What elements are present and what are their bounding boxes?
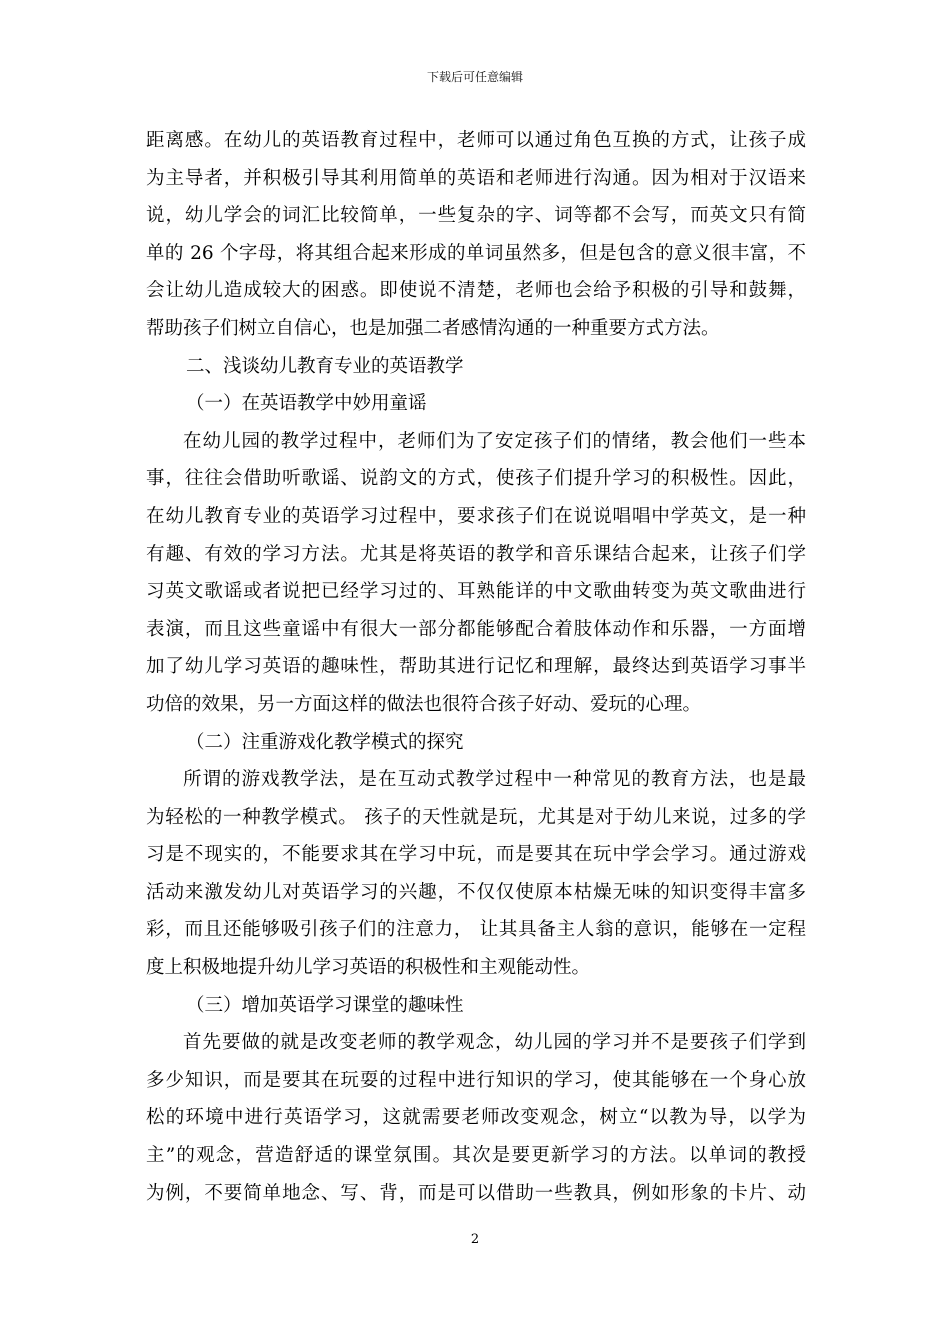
text-line: 首先要做的就是改变老师的教学观念，幼儿园的学习并不是要孩子们学到	[183, 1032, 806, 1054]
text-line: 所谓的游戏教学法，是在互动式教学过程中一种常见的教育方法，也是最	[183, 769, 806, 791]
text-line: 习英文歌谣或者说把已经学习过的、耳熟能详的中文歌曲转变为英文歌曲进行	[146, 581, 806, 603]
paragraph	[146, 1024, 806, 1212]
paragraph	[146, 423, 806, 724]
page-header: 下载后可任意编辑	[426, 70, 523, 84]
section-heading	[146, 724, 806, 762]
page-number: 2	[470, 1232, 480, 1247]
text-line: 活动来激发幼儿对英语学习的兴趣，不仅仅使原本枯燥无味的知识变得丰富多	[146, 881, 806, 903]
text-line: 习是不现实的，不能要求其在学习中玩，而是要其在玩中学会学习。通过游戏	[146, 844, 806, 866]
heading-line: 二、浅谈幼儿教育专业的英语教学	[186, 355, 464, 377]
text-line: 功倍的效果，另一方面这样的做法也很符合孩子好动、爱玩的心理。	[146, 693, 702, 715]
text-line: 度上积极地提升幼儿学习英语的积极性和主观能动性。	[146, 957, 591, 979]
text-line: 表演，而且这些童谣中有很大一部分都能够配合着肢体动作和乐器，一方面增	[146, 618, 806, 640]
section-heading	[146, 385, 806, 423]
text-line: 单的 26 个字母，将其组合起来形成的单词虽然多，但是包含的意义很丰富，不	[146, 242, 806, 264]
text-line: 为主导者，并积极引导其利用简单的英语和老师进行沟通。因为相对于汉语来	[146, 167, 806, 189]
text-line: 在幼儿教育专业的英语学习过程中，要求孩子们在说说唱唱中学英文，是一种	[146, 505, 806, 527]
text-line: 帮助孩子们树立自信心，也是加强二者感情沟通的一种重要方式方法。	[146, 317, 720, 339]
document-body	[146, 122, 806, 1212]
text-line: 松的环境中进行英语学习，这就需要老师改变观念，树立“以教为导，以学为	[146, 1107, 806, 1129]
heading-line: （三）增加英语学习课堂的趣味性	[186, 994, 464, 1016]
text-line: 会让幼儿造成较大的困惑。即使说不清楚，老师也会给予积极的引导和鼓舞，	[146, 280, 806, 302]
text-line: 为例，不要简单地念、写、背，而是可以借助一些教具，例如形象的卡片、动	[146, 1182, 806, 1204]
paragraph	[146, 761, 806, 987]
text-line: 事，往往会借助听歌谣、说韵文的方式，使孩子们提升学习的积极性。因此，	[146, 468, 806, 490]
text-line: 多少知识，而是要其在玩耍的过程中进行知识的学习，使其能够在一个身心放	[146, 1069, 806, 1091]
heading-line: （一）在英语教学中妙用童谣	[186, 393, 427, 415]
text-line: 距离感。在幼儿的英语教育过程中，老师可以通过角色互换的方式，让孩子成	[146, 130, 806, 151]
text-line: 说，幼儿学会的词汇比较简单，一些复杂的字、词等都不会写，而英文只有简	[146, 205, 806, 227]
paragraph	[146, 122, 806, 348]
text-line: 为轻松的一种教学模式。 孩子的天性就是玩，尤其是对于幼儿来说，过多的学	[146, 806, 806, 828]
section-heading	[146, 987, 806, 1025]
text-line: 在幼儿园的教学过程中，老师们为了安定孩子们的情绪，教会他们一些本	[183, 430, 806, 452]
text-line: 有趣、有效的学习方法。尤其是将英语的教学和音乐课结合起来，让孩子们学	[146, 543, 806, 565]
text-line: 主”的观念，营造舒适的课堂氛围。其次是要更新学习的方法。以单词的教授	[146, 1145, 806, 1167]
heading-line: （二）注重游戏化教学模式的探究	[186, 731, 464, 753]
text-line: 彩，而且还能够吸引孩子们的注意力， 让其具备主人翁的意识，能够在一定程	[146, 919, 806, 941]
text-line: 加了幼儿学习英语的趣味性，帮助其进行记忆和理解，最终达到英语学习事半	[146, 656, 806, 678]
section-heading	[146, 348, 806, 386]
